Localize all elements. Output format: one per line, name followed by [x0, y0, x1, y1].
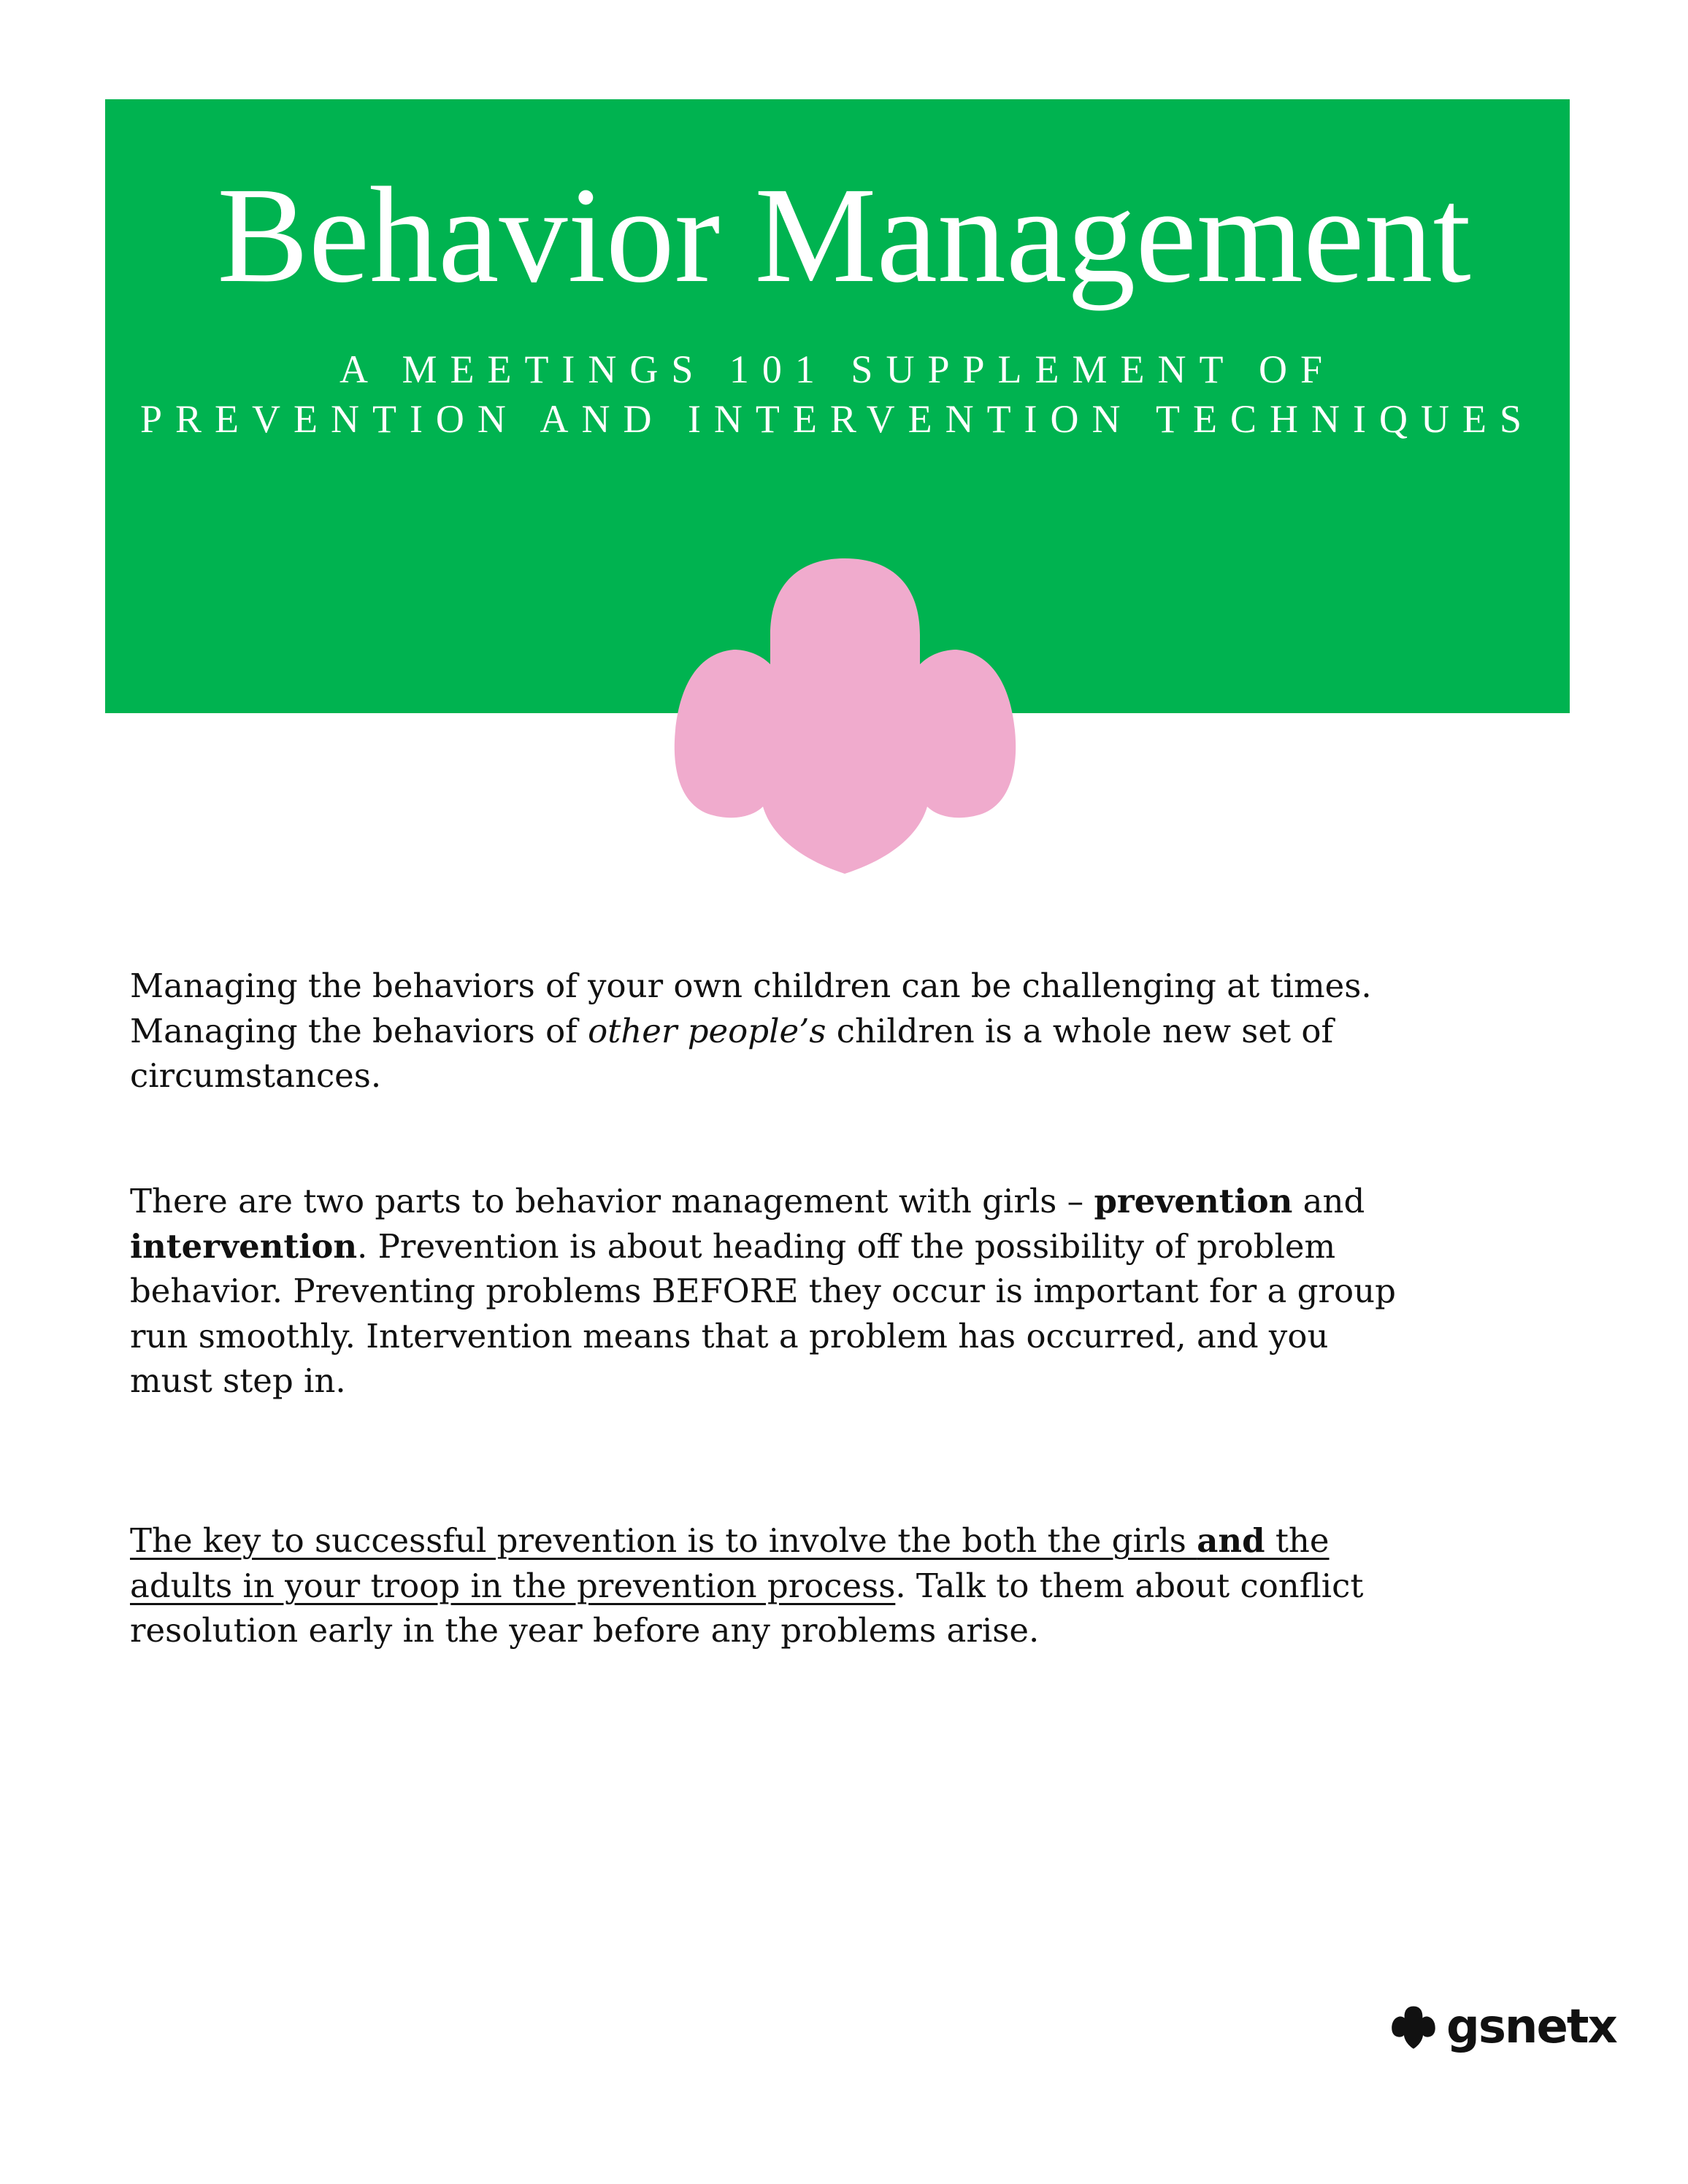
- text-line: [130, 1314, 1396, 1359]
- text-line: [130, 1179, 1396, 1224]
- text-segment: and: [1197, 1521, 1265, 1560]
- text-line: [130, 1608, 1363, 1653]
- logo-text: gsnetx: [1446, 2000, 1616, 2054]
- text-segment: and: [1292, 1182, 1365, 1220]
- trefoil-icon: [672, 555, 1018, 876]
- trefoil-logo-icon: [1391, 2004, 1436, 2050]
- text-segment: the: [1265, 1521, 1330, 1560]
- text-segment: There are two parts to behavior management with girls –: [130, 1182, 1094, 1220]
- text-segment: must step in.: [130, 1361, 346, 1400]
- text-segment: run smoothly. Intervention means that a problem has occurred, and you: [130, 1316, 1329, 1356]
- text-segment: circumstances.: [130, 1056, 382, 1095]
- text-segment: children is a whole new set of: [826, 1011, 1334, 1050]
- text-segment: . Prevention is about heading off the possibility of problem: [357, 1226, 1336, 1266]
- text-line: [130, 1564, 1363, 1609]
- text-line: [130, 1053, 1372, 1099]
- text-segment: behavior. Preventing problems BEFORE they occur is important for a group: [130, 1272, 1396, 1310]
- text-line: [130, 1518, 1363, 1564]
- text-segment: Managing the behaviors of: [130, 1011, 588, 1050]
- paragraph: [130, 1179, 1396, 1404]
- gsnetx-logo: [1391, 2000, 1616, 2054]
- text-segment: Managing the behaviors of your own children can be challenging at times.: [130, 966, 1372, 1005]
- text-line: [130, 964, 1372, 1009]
- paragraph: [130, 1518, 1363, 1653]
- text-segment: adults in your troop in the prevention process: [130, 1566, 896, 1605]
- subtitle-line-1: A MEETINGS 101 SUPPLEMENT OF: [339, 347, 1336, 391]
- text-segment: prevention: [1094, 1182, 1293, 1220]
- text-segment: other people’s: [588, 1011, 826, 1050]
- text-segment: resolution early in the year before any problems arise.: [130, 1611, 1040, 1650]
- text-line: [130, 1009, 1372, 1054]
- text-segment: intervention: [130, 1226, 358, 1266]
- text-segment: The key to successful prevention is to involve the both the girls: [130, 1521, 1197, 1560]
- text-line: [130, 1224, 1396, 1269]
- text-line: [130, 1358, 1396, 1404]
- text-segment: . Talk to them about conflict: [895, 1566, 1364, 1605]
- paragraph: [130, 964, 1372, 1099]
- subtitle-line-2: PREVENTION AND INTERVENTION TECHNIQUES: [139, 397, 1535, 441]
- page-title: Behavior Management: [217, 158, 1471, 311]
- text-line: [130, 1269, 1396, 1314]
